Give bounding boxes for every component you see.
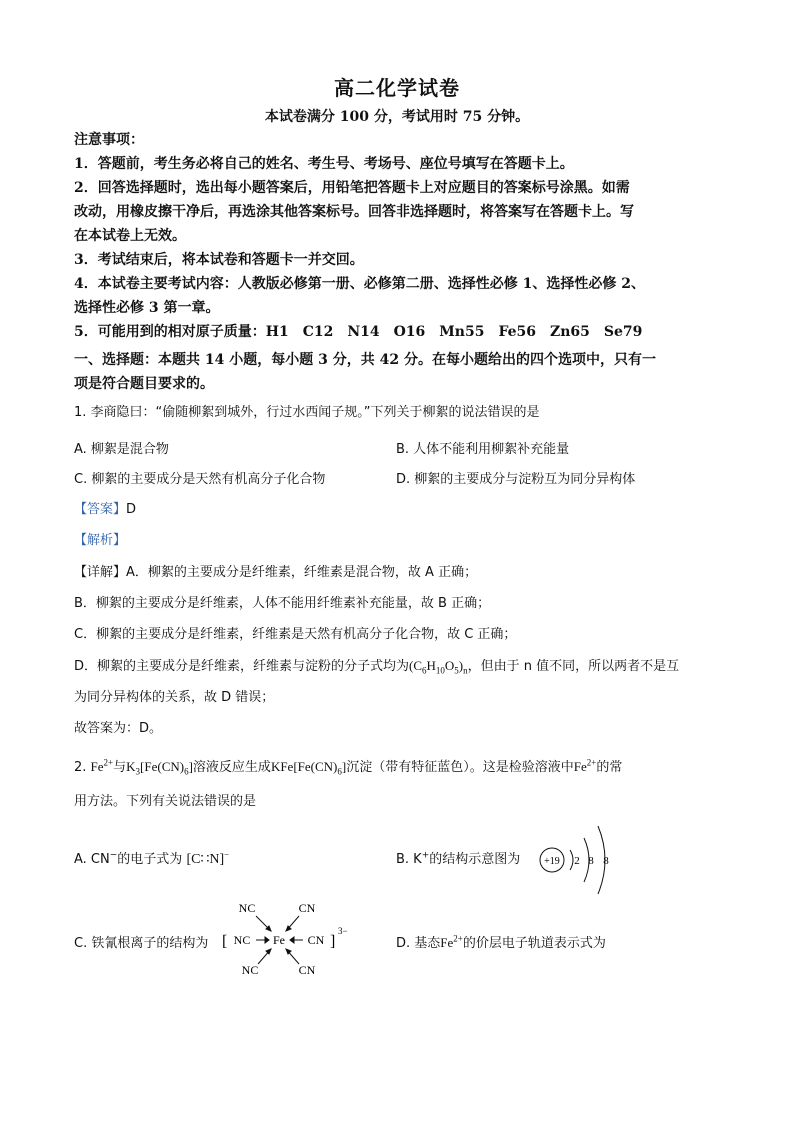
q2-option-d: D. 基态$Fe^{2+}$的价层电子轨道表示式为 xyxy=(396,933,606,951)
q2-option-a: A. CN−的电子式为 [C∷N]− xyxy=(74,849,230,867)
notice-item-5: 5．可能用到的相对原子质量：H1 C12 N14 O16 Mn55 Fe56 Zn65 Se79 xyxy=(74,324,643,340)
notice-item-1: 1．答题前，考生务必将自己的姓名、考生号、考场号、座位号填写在答题卡上。 xyxy=(74,156,574,172)
ligand-right: CN xyxy=(307,933,325,947)
ligand-top-right: CN xyxy=(298,901,316,915)
answer-tag: 【答案】 xyxy=(74,502,127,517)
q1-option-b: B. 人体不能利用柳絮补充能量 xyxy=(396,442,570,457)
shell-1-count: 2 xyxy=(574,855,580,867)
section-heading xyxy=(74,348,724,396)
ligand-bottom-right: CN xyxy=(298,963,316,977)
fe2-ion-2: $Fe^{2+}$ xyxy=(573,757,597,774)
question-2-stem-line-2: 用方法。下列有关说法错误的是 xyxy=(74,794,257,809)
shell-2-count: 8 xyxy=(588,855,594,867)
section-heading-line-2: 项是符合题目要求的。 xyxy=(74,376,214,392)
detail-d-text-1: D．柳絮的主要成分是纤维素，纤维素与淀粉的分子式均为 xyxy=(74,659,410,674)
notice-item-4a: 4．本试卷主要考试内容：人教版必修第一册、必修第二册、选择性必修 1、选择性必修 2、 xyxy=(74,276,645,292)
q1-detail-b: B．柳絮的主要成分是纤维素，人体不能用纤维素补充能量，故 B 正确； xyxy=(74,596,491,611)
notice-item-3: 3．考试结束后，将本试卷和答题卡一并交回。 xyxy=(74,252,364,268)
fe2-ion-option-d: $Fe^{2+}$ xyxy=(440,933,463,950)
cyanide-electron-formula: [C∷N]− xyxy=(186,849,230,867)
cellulose-formula: $(C_6H_{10}O_5)_n$ xyxy=(409,658,468,676)
q1-detail-a xyxy=(74,561,477,580)
ligand-left: NC xyxy=(233,933,251,947)
fe2-ion: $Fe^{2+}$ xyxy=(90,757,114,774)
q1-answer xyxy=(74,498,136,517)
section-heading-line-1: 一、选择题：本题共 14 小题，每小题 3 分，共 42 分。在每小题给出的四个选项中，只有一 xyxy=(74,352,656,368)
notice-item-2b: 改动，用橡皮擦干净后，再选涂其他答案标号。回答非选择题时，将答案写在答题卡上。写 xyxy=(74,204,634,220)
q2-option-b: B. K+的结构示意图为 xyxy=(396,850,521,867)
turnbull-blue: $KFe[Fe(CN)_6]$ xyxy=(270,759,347,777)
page-subtitle: 本试卷满分 100 分，考试用时 75 分钟。 xyxy=(264,109,530,125)
right-bracket: ] xyxy=(330,933,336,950)
detail-tag: 【详解】 xyxy=(74,565,127,580)
q1-detail-c: C．柳絮的主要成分是纤维素，纤维素是天然有机高分子化合物，故 C 正确； xyxy=(74,627,517,642)
notice-block xyxy=(74,128,724,344)
nucleus-label: +19 xyxy=(544,856,560,867)
question-2-stem: 2. $Fe^{2+}$与$K_3[Fe(CN)_6]$溶液反应生成$KFe[Fe(CN)_6]$沉淀（带有特征蓝色）。这是检验溶液中$Fe^{2+}$的常 xyxy=(74,757,623,777)
answer-value: D xyxy=(126,502,137,517)
q1-conclusion: 故答案为：D。 xyxy=(74,721,163,736)
notice-heading: 注意事项： xyxy=(74,132,144,148)
q1-analysis-tag xyxy=(74,529,126,548)
ligand-bottom-left: NC xyxy=(241,963,259,977)
notice-item-4b: 选择性必修 3 第一章。 xyxy=(74,300,220,316)
q1-detail-d-cont: 为同分异构体的关系，故 D 错误； xyxy=(74,690,275,705)
potassium-ion-structure-diagram xyxy=(536,820,616,896)
q1-detail-d xyxy=(74,655,679,676)
page-title: 高二化学试卷 xyxy=(334,76,460,100)
detail-d-text-2: ，但由于 n 值不同，所以两者不是互 xyxy=(467,659,680,674)
notice-item-2a: 2．回答选择题时，选出每小题答案后，用铅笔把答题卡上对应题目的答案标号涂黑。如需 xyxy=(74,180,630,196)
left-bracket: [ xyxy=(222,933,228,950)
q1-option-a: A. 柳絮是混合物 xyxy=(74,442,169,457)
shell-3-count: 8 xyxy=(603,855,609,867)
q2-option-c: C. 铁氰根离子的结构为 xyxy=(74,936,209,951)
ligand-top-left: NC xyxy=(238,901,256,915)
question-1-stem: 1. 李商隐曰：“偷随柳絮到城外，行过水西闻子规。”下列关于柳絮的说法错误的是 xyxy=(74,405,540,420)
analysis-tag: 【解析】 xyxy=(74,533,127,548)
potassium-ferricyanide: $K_3[Fe(CN)_6]$ xyxy=(126,759,193,777)
detail-a-text: A．柳絮的主要成分是纤维素，纤维素是混合物，故 A 正确； xyxy=(126,565,478,580)
shell-arc-1 xyxy=(570,850,573,870)
complex-charge: 3− xyxy=(338,926,348,936)
notice-item-2c: 在本试卷上无效。 xyxy=(74,228,186,244)
q1-option-d: D. 柳絮的主要成分与淀粉互为同分异构体 xyxy=(396,472,636,487)
q1-option-c: C. 柳絮的主要成分是天然有机高分子化合物 xyxy=(74,472,326,487)
iron-center: Fe xyxy=(273,933,285,947)
ferricyanide-structure-diagram xyxy=(220,898,350,980)
